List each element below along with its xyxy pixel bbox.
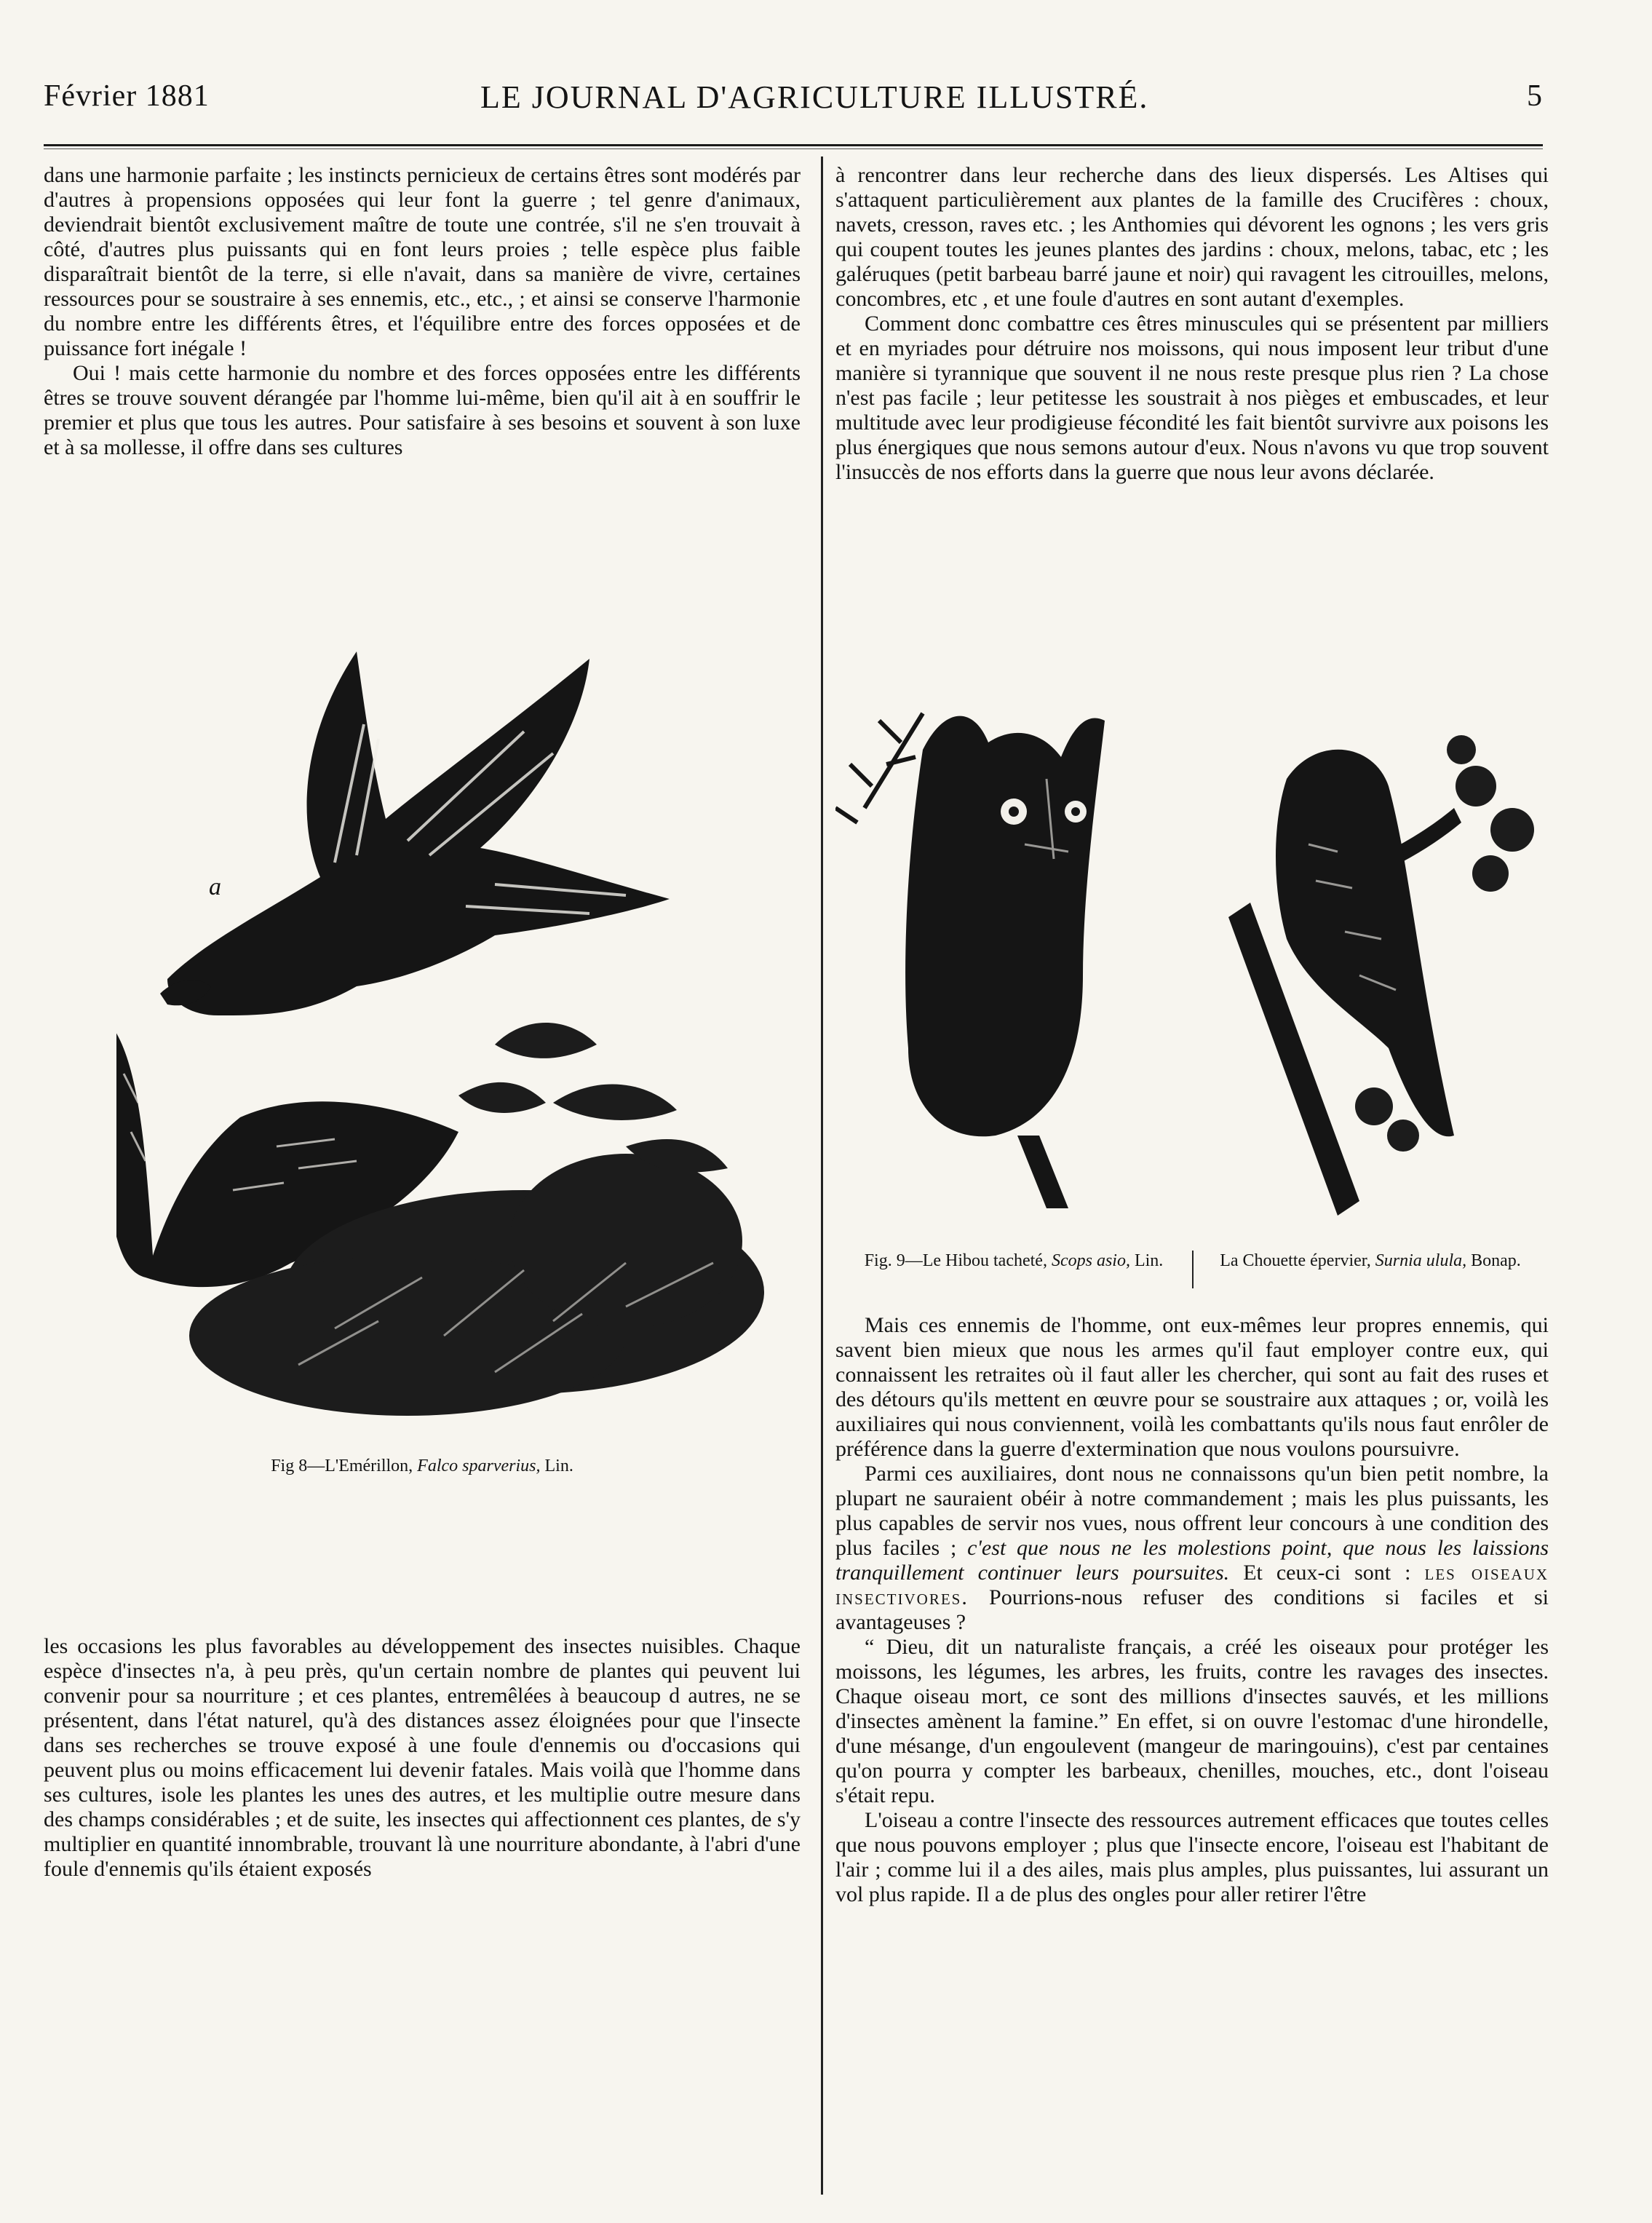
caption-divider bbox=[1192, 1251, 1194, 1288]
journal-title: LE JOURNAL D'AGRICULTURE ILLUSTRÉ. bbox=[480, 79, 1149, 115]
left-column-bottom bbox=[44, 1634, 801, 1882]
caption-text: Fig 8—L'Emérillon, bbox=[271, 1457, 413, 1475]
paragraph-text: Et ceux-ci sont : bbox=[1243, 1561, 1411, 1585]
paragraph: “ Dieu, dit un naturaliste français, a créé les oiseaux pour protéger les moissons, les légumes, les arbres, les fruits, contre les ravages des insectes. Chaque oiseau mort, ce sont des millions d'insectes sauvés, et les millions d'insectes amènent la famine.” En effet, si on ouvre l'estomac d'une hirondelle, d'une mésange, d'un engoulevent (mangeur de maringouins), c'est par centaines qu'on pourra y compter les barbeaux, chenilles, mouches, etc., dont l'oiseau s'était repu. bbox=[835, 1635, 1549, 1807]
figure-8-caption bbox=[44, 1456, 801, 1476]
right-column-bottom bbox=[835, 1313, 1549, 1907]
paragraph: à rencontrer dans leur recherche dans des lieux dispersés. Les Altises qui s'attaquent particulièrement aux plantes de la famille des Crucifères : choux, navets, cresson, raves etc. ; les Anthomies qui dévorent les ognons ; les vers gris qui coupent toutes les jeunes plantes des jardins : choux, melons, tabac, etc ; les galéruques (petit barbeau barré jaune et noir) qui ravagent les citrouilles, melons, concombres, etc , et une foule d'autres en sont autant d'exemples. bbox=[835, 163, 1549, 311]
caption-author: Lin. bbox=[544, 1457, 573, 1475]
paragraph-small-caps-text: les oiseaux insectivores. bbox=[835, 1561, 1549, 1609]
page-number: 5 bbox=[1527, 79, 1543, 113]
caption-latin-name: Surnia ulula, bbox=[1375, 1251, 1467, 1270]
caption-text: Fig. 9—Le Hibou tacheté, bbox=[864, 1251, 1047, 1270]
paragraph-italic-text: c'est que nous ne les molestions point, que nous les laissions tranquillement continuer leurs poursuites. bbox=[835, 1536, 1549, 1585]
page-header bbox=[44, 79, 1543, 130]
figure-9-owls-illustration bbox=[835, 699, 1549, 1223]
caption-right bbox=[1196, 1251, 1545, 1271]
caption-latin-name: Scops asio, bbox=[1051, 1251, 1130, 1270]
caption-author: Lin. bbox=[1134, 1251, 1164, 1270]
paragraph: Oui ! mais cette harmonie du nombre et des forces opposées entre les différents êtres se trouve souvent dérangée par l'homme lui-même, bien qu'il ait à en souffrir le premier et plus que tous les autres. Pour satisfaire à ses besoins et souvent à son luxe et à sa mollesse, il offre dans ses cultures bbox=[44, 361, 801, 459]
caption-author: Bonap. bbox=[1471, 1251, 1521, 1270]
left-column-top bbox=[44, 163, 801, 460]
paragraph-text: Pourrions-nous refuser des conditions si faciles et si avantageuses ? bbox=[835, 1585, 1549, 1634]
paragraph: dans une harmonie parfaite ; les instincts pernicieux de certains êtres sont modérés par d'autres à propensions opposées qui leur font la guerre ; tel genre d'animaux, deviendrait bientôt exclusivement maître de toute une contrée, s'il ne s'en trouvait à côté, d'autres plus puissants qui en font leurs proies ; telle espèce plus faible disparaîtrait bientôt de la terre, si elle n'avait, dans sa manière de vivre, certaines ressources pour se soustraire à ses ennemis, etc., etc., ; et ainsi se conserve l'harmonie du nombre entre les différents êtres, et l'équilibre entre des forces opposées et de puissance fort inégale ! bbox=[44, 163, 801, 360]
paragraph bbox=[835, 1462, 1549, 1635]
header-rule-thin bbox=[44, 148, 1543, 149]
header-rule bbox=[44, 144, 1543, 146]
caption-left bbox=[835, 1251, 1192, 1271]
caption-text: La Chouette épervier, bbox=[1220, 1251, 1371, 1270]
column-divider bbox=[821, 156, 823, 2195]
paragraph-text: Parmi ces auxiliaires, dont nous ne connaissons qu'un bien petit nombre, la plupart ne sauraient obéir à notre commandement ; mais les plus puissants, les plus capables de servir nos vues, nous offrent leur concours à une condition des plus faciles ; bbox=[835, 1462, 1549, 1560]
caption-latin-name: Falco sparverius, bbox=[417, 1457, 541, 1475]
paragraph: L'oiseau a contre l'insecte des ressources autrement efficaces que toutes celles que nous pouvons employer ; plus que l'insecte encore, l'oiseau est l'habitant de l'air ; comme lui il a des ailes, mais plus amples, plus puissantes, lui assurant un vol plus rapide. Il a de plus des ongles pour aller retirer l'être bbox=[835, 1808, 1549, 1906]
leaf-sprig-illustration bbox=[835, 713, 923, 823]
paragraph: Mais ces ennemis de l'homme, ont eux-mêmes leur propres ennemis, qui savent bien mieux que nous les armes qu'il faut employer contre eux, qui connaissent les retraites où il faut aller les chercher, qui sont au fait des ruses et des détours qu'ils mettent en œuvre pour se soustraire aux attaques ; or, voilà les auxiliaires qui nous conviennent, voilà les combattants qu'ils nous faut enrôler de préférence dans la guerre d'extermination que nous voulons poursuivre. bbox=[835, 1313, 1549, 1461]
paragraph: les occasions les plus favorables au développement des insectes nuisibles. Chaque espèce d'insectes n'a, à peu près, qu'un certain nombre de plantes qui peuvent lui convenir pour sa nourriture ; et ces plantes, entremêlées à beaucoup d autres, ne se présentent, dans l'état naturel, qu'à des distances assez éloignées pour que l'insecte dans ses recherches se trouve exposé à une foule d'ennemis ou d'occasions qui peuvent plus ou moins efficacement lui devenir fatales. Mais voilà que l'homme dans ses cultures, isole les plantes les unes des autres, et les multiplie outre mesure dans des champs considérables ; et de suite, les insectes qui affectionnent ces plantes, de s'y multiplier en quantité innombrable, trouvant là une nourriture abondante, à l'abri d'une foule d'ennemis qu'ils étaient exposés bbox=[44, 1634, 801, 1881]
figure-8-merlin-illustration bbox=[116, 637, 801, 1430]
figure-letter: a bbox=[209, 873, 221, 900]
right-column-top bbox=[835, 163, 1549, 485]
issue-date: Février 1881 bbox=[44, 79, 210, 113]
screech-owl-illustration bbox=[905, 716, 1105, 1208]
paragraph: Comment donc combattre ces êtres minuscules qui se présentent par milliers et en myriades pour détruire nos moissons, qui nous imposent leur tribut d'une manière si tyrannique que souvent il ne nous reste presque plus rien ? La chose n'est pas facile ; leur petitesse les soustrait à nos pièges et embuscades, et leur multitude avec leur prodigieuse fécondité les fait bientôt survivre aux poisons les plus énergiques que nous semons autour d'eux. Nous n'avons vu que trop souvent l'insuccès de nos efforts dans la guerre que nous leur avons déclarée. bbox=[835, 312, 1549, 484]
